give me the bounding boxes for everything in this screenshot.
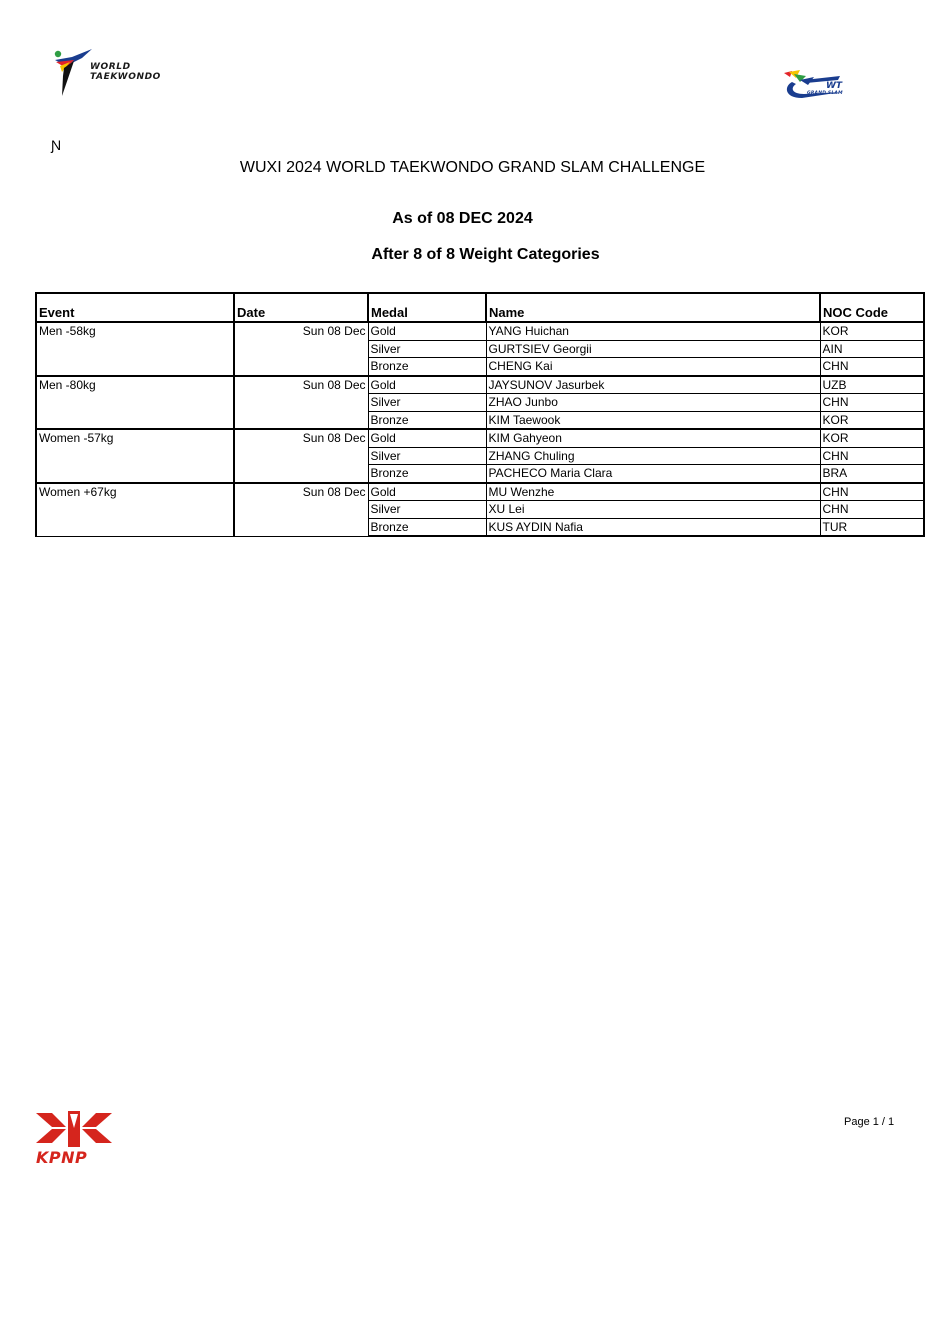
table-row [36, 429, 924, 447]
column-header-date: Date [234, 293, 368, 322]
wt-grand-slam-logo [780, 68, 854, 102]
medal-cell: Silver [368, 501, 486, 519]
stray-glyph: Ɲ [51, 137, 62, 153]
athlete-name-cell: GURTSIEV Georgii [486, 340, 820, 358]
event-cell: Men -80kg [36, 376, 234, 430]
athlete-name-cell: JAYSUNOV Jasurbek [486, 376, 820, 394]
athlete-name-cell: YANG Huichan [486, 322, 820, 340]
medal-cell: Bronze [368, 465, 486, 483]
logo-text-wt: WT [826, 81, 843, 91]
date-cell: Sun 08 Dec [234, 483, 368, 537]
table-row [36, 322, 924, 340]
athlete-name-cell: KUS AYDIN Nafia [486, 518, 820, 536]
medal-cell: Bronze [368, 411, 486, 429]
athlete-name-cell: ZHAO Junbo [486, 394, 820, 412]
medal-cell: Silver [368, 447, 486, 465]
noc-code-cell: AIN [820, 340, 924, 358]
column-header-name: Name [486, 293, 820, 322]
event-cell: Men -58kg [36, 322, 234, 376]
medal-cell: Silver [368, 340, 486, 358]
noc-code-cell: CHN [820, 483, 924, 501]
noc-code-cell: CHN [820, 394, 924, 412]
world-taekwondo-emblem-icon [52, 46, 92, 98]
medal-cell: Bronze [368, 358, 486, 376]
noc-code-cell: KOR [820, 411, 924, 429]
medal-results-table [35, 292, 925, 537]
athlete-name-cell: KIM Gahyeon [486, 429, 820, 447]
athlete-name-cell: CHENG Kai [486, 358, 820, 376]
medal-cell: Gold [368, 483, 486, 501]
logo-text-world: WORLD [90, 62, 131, 72]
table-header-row [36, 293, 924, 322]
medal-cell: Gold [368, 429, 486, 447]
logo-text-grand-slam: GRAND SLAM [807, 91, 843, 96]
medal-cell: Silver [368, 394, 486, 412]
table-body [36, 322, 924, 536]
noc-code-cell: KOR [820, 322, 924, 340]
world-taekwondo-logo [52, 46, 172, 98]
noc-code-cell: TUR [820, 518, 924, 536]
kpnp-sponsor-logo [34, 1110, 114, 1166]
noc-code-cell: CHN [820, 447, 924, 465]
world-taekwondo-wordmark [90, 62, 161, 82]
noc-code-cell: KOR [820, 429, 924, 447]
kpnp-wordmark: KPNP [36, 1148, 88, 1167]
progress-subtitle: After 8 of 8 Weight Categories [371, 246, 600, 263]
athlete-name-cell: PACHECO Maria Clara [486, 465, 820, 483]
column-header-noc-code: NOC Code [820, 293, 924, 322]
event-cell: Women -57kg [36, 429, 234, 483]
page-number: Page 1 / 1 [844, 1116, 895, 1128]
date-cell: Sun 08 Dec [234, 376, 368, 430]
medal-cell: Gold [368, 376, 486, 394]
grand-slam-emblem-icon [780, 68, 854, 102]
kpnp-emblem-icon [34, 1110, 114, 1148]
event-cell: Women +67kg [36, 483, 234, 537]
athlete-name-cell: ZHANG Chuling [486, 447, 820, 465]
table-row [36, 483, 924, 501]
athlete-name-cell: MU Wenzhe [486, 483, 820, 501]
athlete-name-cell: KIM Taewook [486, 411, 820, 429]
athlete-name-cell: XU Lei [486, 501, 820, 519]
column-header-medal: Medal [368, 293, 486, 322]
noc-code-cell: CHN [820, 358, 924, 376]
medal-cell: Bronze [368, 518, 486, 536]
noc-code-cell: BRA [820, 465, 924, 483]
as-of-date: As of 08 DEC 2024 [392, 210, 533, 227]
date-cell: Sun 08 Dec [234, 429, 368, 483]
document-title: WUXI 2024 WORLD TAEKWONDO GRAND SLAM CHALLENGE [239, 159, 706, 176]
logo-text-taekwondo: TAEKWONDO [90, 72, 161, 82]
column-header-event: Event [36, 293, 234, 322]
noc-code-cell: CHN [820, 501, 924, 519]
table-row [36, 376, 924, 394]
medal-cell: Gold [368, 322, 486, 340]
date-cell: Sun 08 Dec [234, 322, 368, 376]
noc-code-cell: UZB [820, 376, 924, 394]
